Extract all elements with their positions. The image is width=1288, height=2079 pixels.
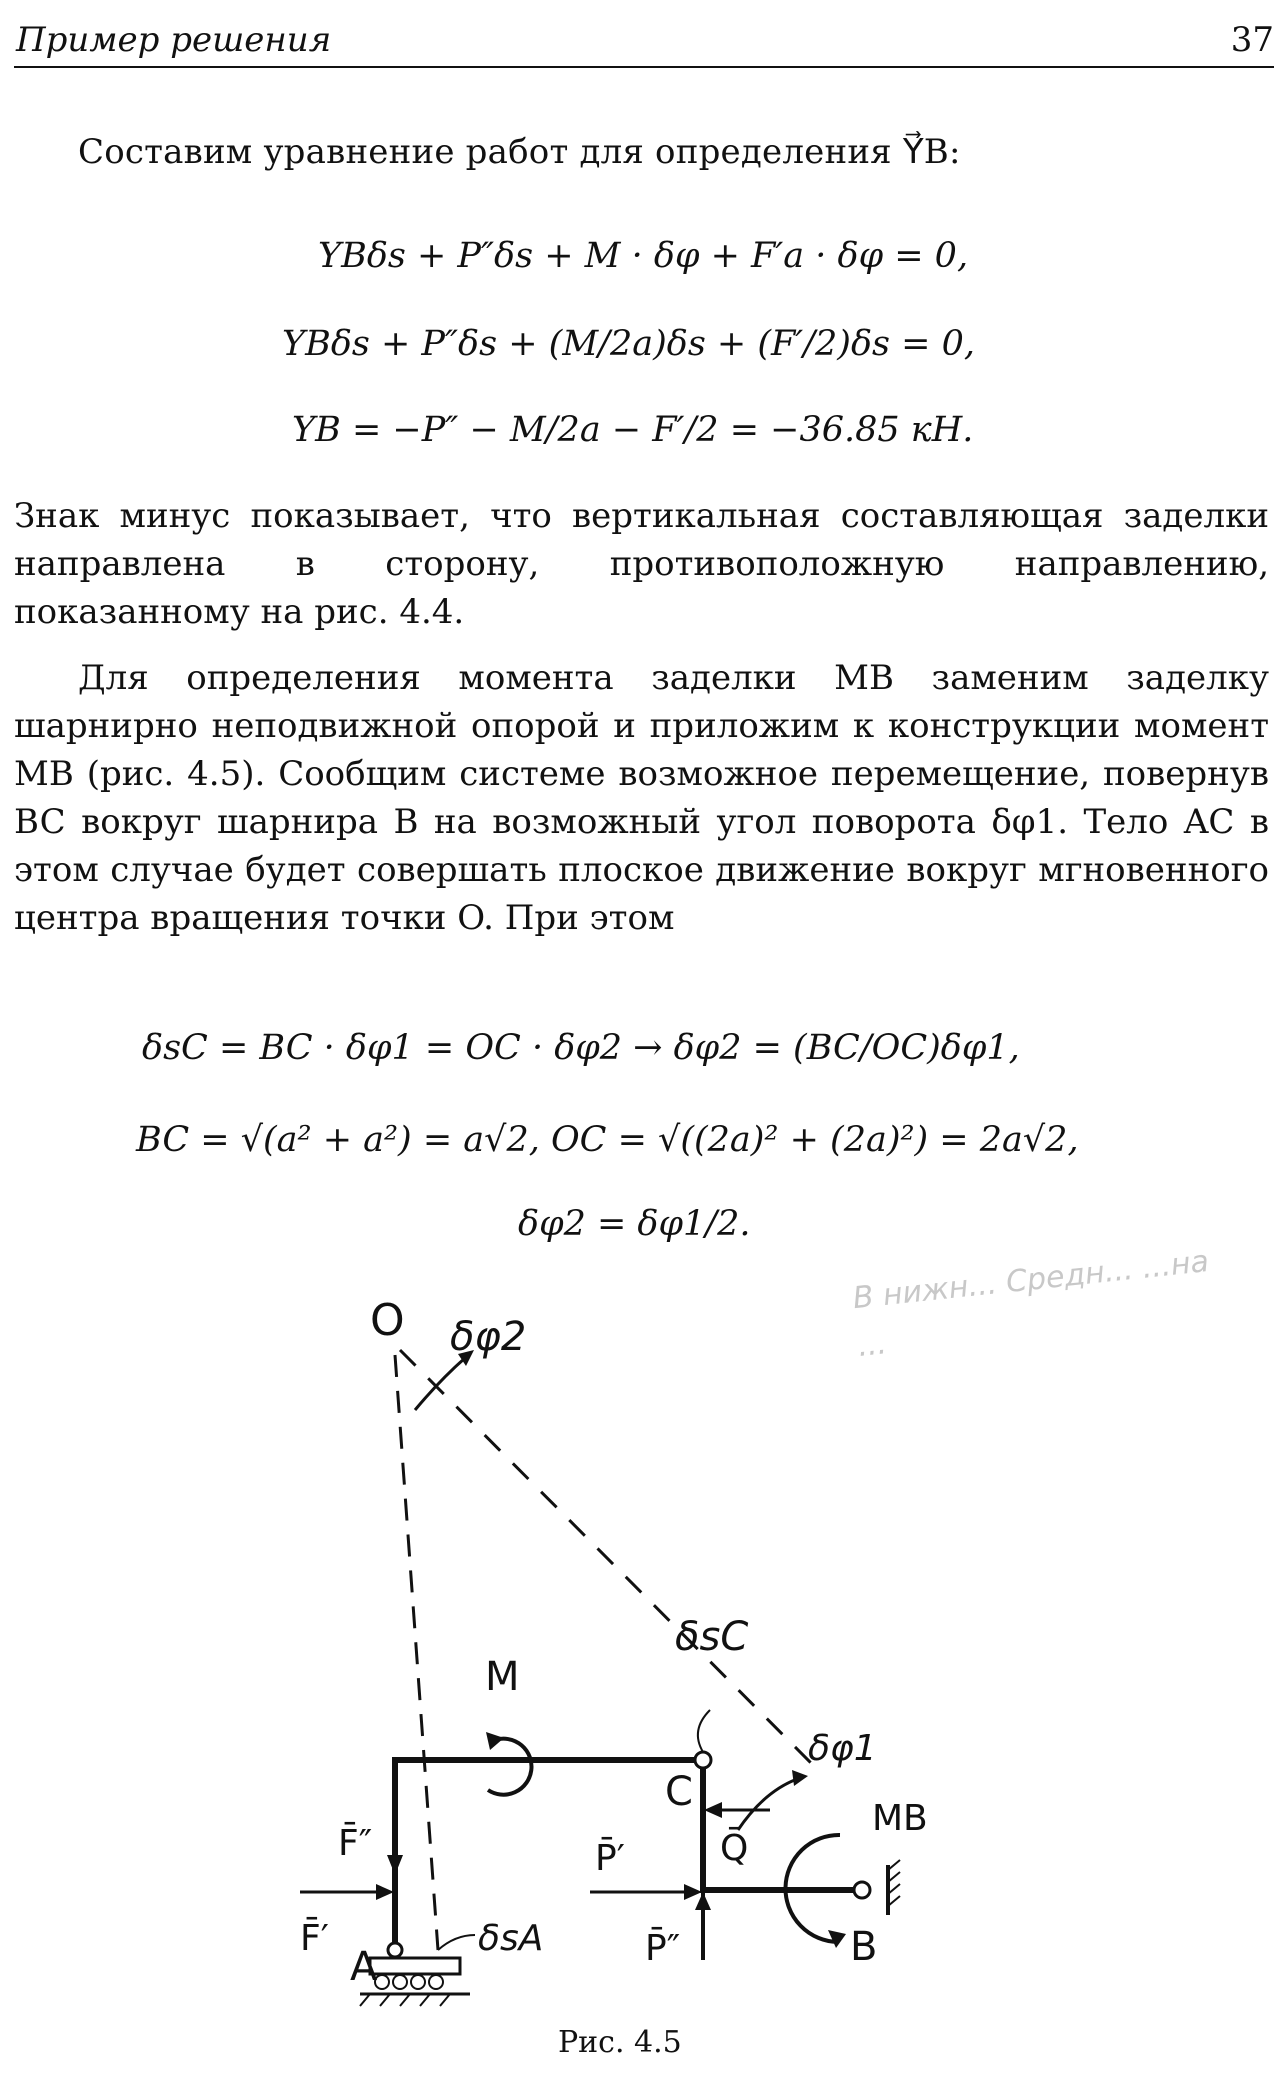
f2-arrow [387,1855,403,1875]
equation-bc-oc: BC = √(a² + a²) = a√2, OC = √((2a)² + (2a)²) = 2a√2, [136,1120,1079,1160]
dashed-line-oa [395,1355,438,1950]
hinge-c [695,1752,711,1768]
running-title: Пример решения [16,20,332,60]
label-f1: F̄′ [300,1918,329,1959]
paragraph-moment: Для определения момента заделки MB заменим заделку шарнирно неподвижной опорой и приложим к конструкции момент MB (рис. 4.5). Сообщим системе возможное перемещение, повернув BC вокруг шарнира B на возможный угол поворота δφ1. Тело AC в этом случае будет совершать плоское движение вокруг мгновенного центра вращения точки O. При этом [14,658,1269,938]
dphi2-arc [415,1358,465,1410]
label-f2: F̄″ [338,1823,373,1864]
label-p2: P̄″ [645,1928,681,1969]
dphi1-arc [738,1778,800,1830]
label-mb: MB [872,1798,928,1839]
hinge-b [854,1882,870,1898]
moment-m-arc [488,1739,531,1795]
equation-work-2: YBδs + P″δs + (M/2a)δs + (F′/2)δs = 0, [282,324,975,364]
label-p1: P̄′ [595,1838,625,1879]
pencil-notes: В нижн... Средн... ...на ... [851,1243,1211,1364]
body-cb [703,1760,860,1890]
label-o: O [370,1295,405,1346]
label-c: C [665,1769,693,1815]
label-dphi1: δφ1 [808,1728,877,1769]
figure-caption: Рис. 4.5 [558,2025,682,2060]
body-ac [395,1760,703,1950]
label-q: Q̄ [720,1828,749,1869]
p2-arrow [695,1892,711,1910]
label-m: M [485,1654,520,1700]
paragraph-sign: Знак минус показывает, что вертикальная составляющая заделки направлена в сторону, противоположную направлению, показанному на рис. 4.4. [14,496,1269,632]
equation-ds-c: δsC = BC · δφ1 = OC · δφ2 → δφ2 = (BC/OC)δφ1, [142,1028,1020,1068]
equation-work-1: YBδs + P″δs + M · δφ + F′a · δφ = 0, [318,236,969,276]
label-a: A [350,1944,378,1990]
p1-arrow [684,1884,702,1900]
dashed-line-oc [400,1350,818,1770]
label-dsc: δsC [675,1614,749,1660]
equation-dphi2: δφ2 = δφ1/2. [518,1204,751,1244]
hinge-a [388,1943,402,1957]
equation-yb-result: YB = −P″ − M/2a − F′/2 = −36.85 кН. [292,410,974,450]
q-arrow [704,1802,722,1818]
label-b: B [850,1924,878,1970]
label-dsa: δsA [478,1918,544,1959]
roller-support-a [370,1958,460,1974]
intro-line: Составим уравнение работ для определения Y⃗B: [78,132,961,172]
page-number: 37 [1230,20,1274,60]
page-header [14,14,1274,68]
label-dphi2: δφ2 [450,1314,527,1360]
figure-4-5 [290,1270,990,2020]
f1-arrow [376,1884,394,1900]
